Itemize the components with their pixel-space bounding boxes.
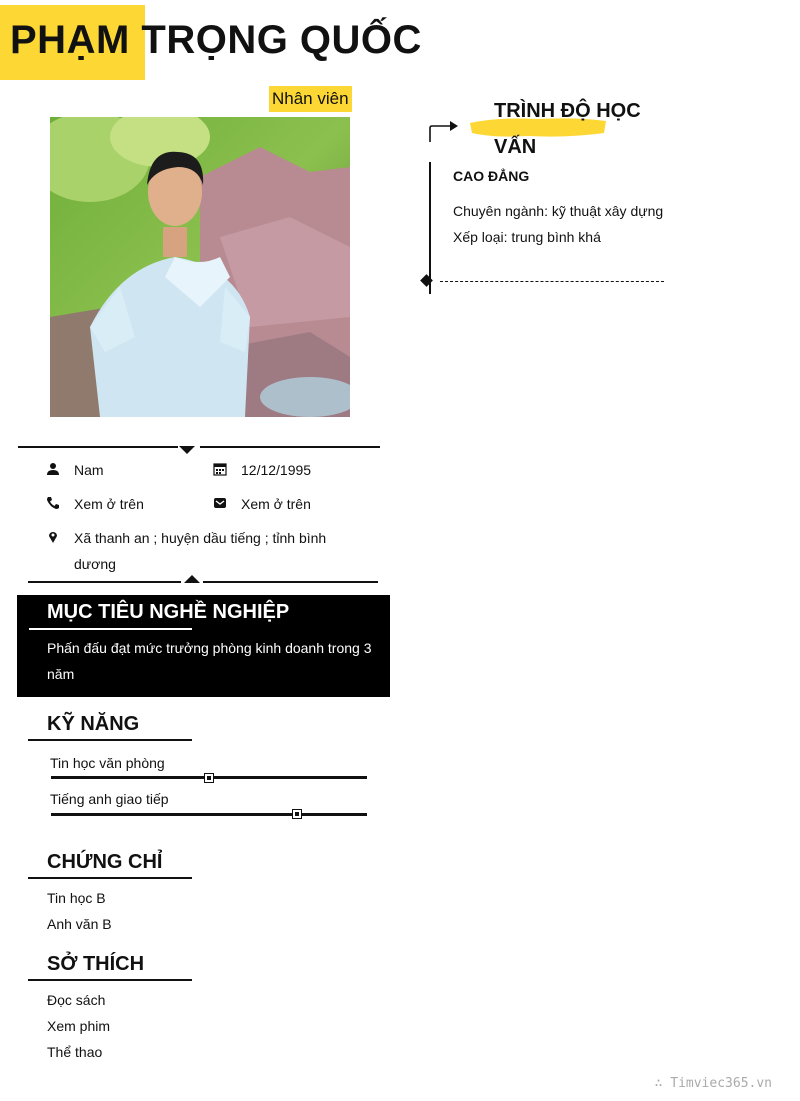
skill-label: Tiếng anh giao tiếp: [50, 791, 169, 807]
info-divider-top-arrow: [179, 446, 195, 454]
certificate-item: Anh văn B: [47, 916, 112, 932]
skills-underline: [28, 739, 192, 741]
certificates-title: CHỨNG CHỈ: [47, 851, 163, 873]
watermark-text: Timviec365.vn: [670, 1076, 772, 1091]
profile-photo: [50, 117, 350, 417]
user-icon: [46, 462, 60, 476]
info-divider-bottom-arrow: [184, 575, 200, 583]
education-timeline-line: [429, 162, 431, 294]
certificates-underline: [28, 877, 192, 879]
career-objective-section: [17, 595, 390, 697]
info-divider-top-right: [200, 446, 380, 448]
candidate-name: PHẠM TRỌNG QUỐC: [10, 18, 422, 62]
phone-value: Xem ở trên: [74, 496, 144, 512]
education-major: Chuyên ngành: kỹ thuật xây dựng: [453, 203, 664, 219]
hobbies-underline: [28, 979, 192, 981]
skill-label: Tin học văn phòng: [50, 755, 165, 771]
calendar-icon: [213, 462, 227, 476]
email-icon: [213, 496, 227, 510]
phone-icon: [46, 496, 60, 510]
career-objective-title: MỤC TIÊU NGHỀ NGHIỆP: [47, 601, 290, 623]
hobby-item: Đọc sách: [47, 992, 106, 1008]
email-value: Xem ở trên: [241, 496, 311, 512]
skill-knob: [292, 809, 302, 819]
gender-value: Nam: [74, 462, 104, 478]
location-icon: [46, 530, 60, 544]
career-objective-underline: [29, 628, 192, 630]
watermark: ∴ Timviec365.vn: [654, 1076, 772, 1091]
hobbies-title: SỞ THÍCH: [47, 953, 145, 975]
birthday-value: 12/12/1995: [241, 462, 312, 478]
info-divider-top-left: [18, 446, 178, 448]
career-objective-text: Phấn đấu đạt mức trưởng phòng kinh doanh trong 3 năm: [47, 640, 372, 682]
education-school: CAO ĐẲNG: [453, 168, 530, 184]
certificate-item: Tin học B: [47, 890, 106, 906]
education-title: TRÌNH ĐỘ HỌC VẤN: [494, 100, 641, 158]
skill-track: [51, 813, 367, 816]
arrow-icon: [428, 120, 460, 144]
info-divider-bottom-left: [28, 581, 181, 583]
position-badge: Nhân viên: [269, 86, 352, 112]
info-divider-bottom-right: [203, 581, 378, 583]
education-rank: Xếp loại: trung bình khá: [453, 229, 601, 245]
address-value: Xã thanh an ; huyện dầu tiếng ; tỉnh bình dương: [74, 530, 327, 572]
education-dashed-divider: [440, 281, 664, 282]
hobby-item: Xem phim: [47, 1018, 111, 1034]
hobby-item: Thể thao: [47, 1044, 103, 1060]
skill-knob: [204, 773, 214, 783]
skills-title: KỸ NĂNG: [47, 713, 140, 735]
